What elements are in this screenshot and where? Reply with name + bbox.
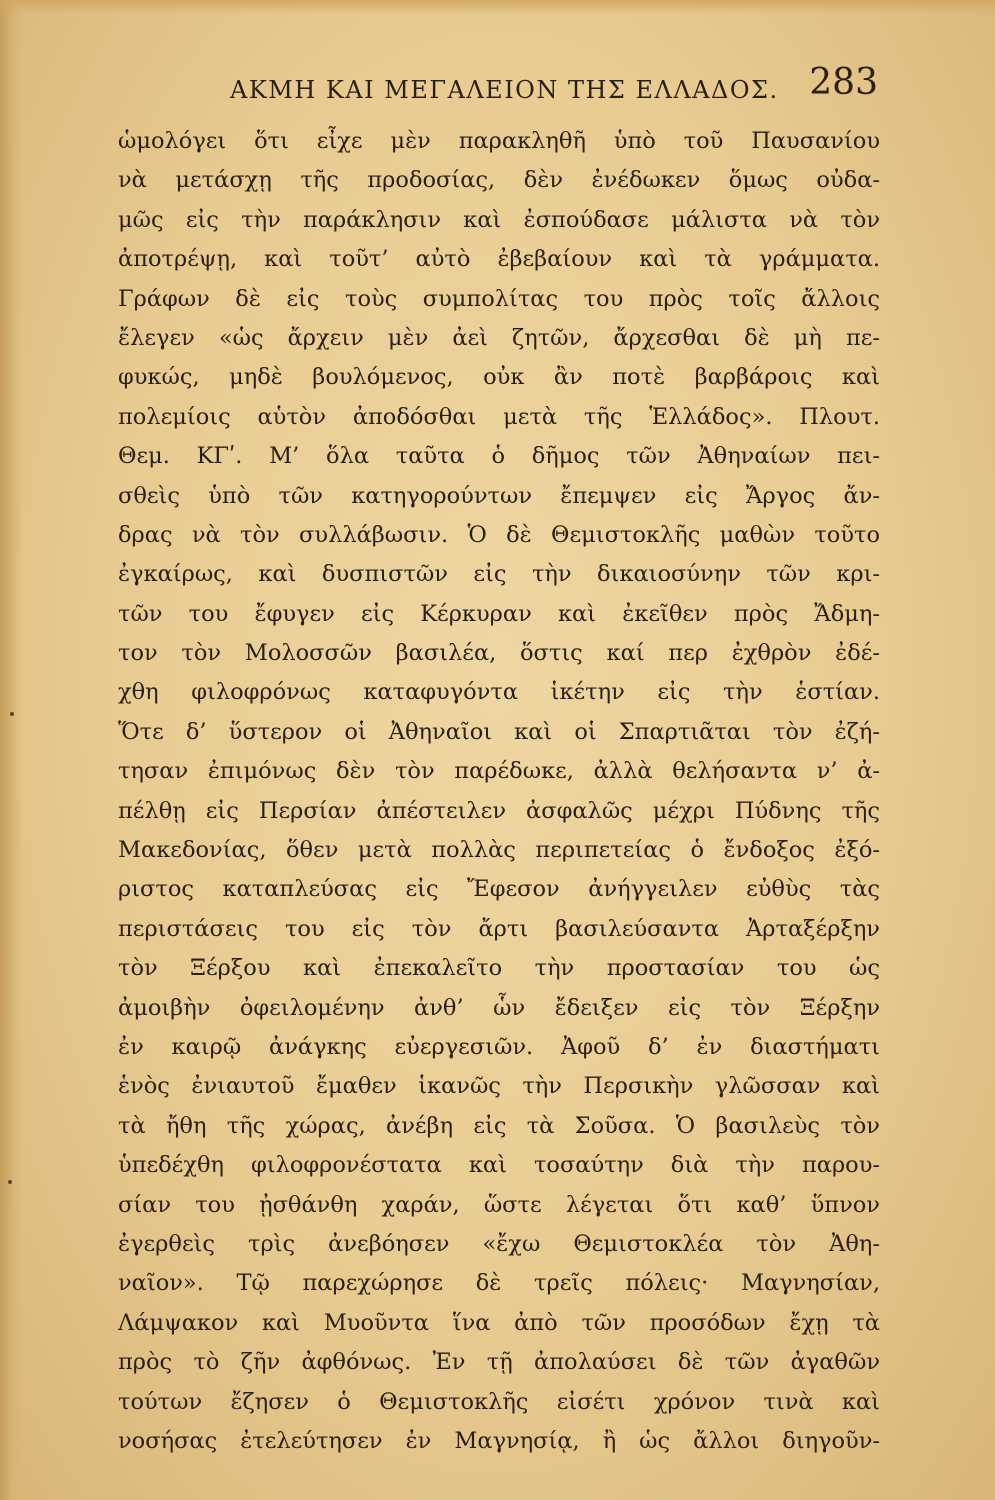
text-line: Ὅτε δ’ ὕστερον οἱ Ἀθηναῖοι καὶ οἱ Σπαρτιᾶται τὸν ἐζή-: [118, 718, 880, 745]
text-line: τὰ ἤθη τῆς χώρας, ἀνέβη εἰς τὰ Σοῦσα. Ὁ βασιλεὺς τὸν: [118, 1112, 880, 1139]
text-line: Μακεδονίας, ὅθεν μετὰ πολλὰς περιπετείας ὁ ἔνδοξος ἐξό-: [118, 837, 880, 864]
text-line: μῶς εἰς τὴν παράκλησιν καὶ ἐσπούδασε μάλιστα νὰ τὸν: [118, 206, 880, 233]
body-text: [118, 122, 880, 1461]
text-line: Θεμ. ΚΓʹ. Μ’ ὅλα ταῦτα ὁ δῆμος τῶν Ἀθηναίων πει-: [118, 443, 880, 470]
text-line: ἀποτρέψῃ, καὶ τοῦτ’ αὐτὸ ἐβεβαίουν καὶ τὰ γράμματα.: [118, 246, 880, 273]
page-top-edge-shadow: [0, 0, 995, 14]
text-line: ὑπεδέχθη φιλοφρονέστατα καὶ τοσαύτην διὰ τὴν παρου-: [118, 1152, 880, 1179]
text-line: φυκώς, μηδὲ βουλόμενος, οὐκ ἂν ποτὲ βαρβάροις καὶ: [118, 364, 880, 391]
text-line: πρὸς τὸ ζῆν ἀφθόνως. Ἐν τῇ ἀπολαύσει δὲ τῶν ἀγαθῶν: [118, 1349, 880, 1376]
margin-ink-speck: [10, 712, 14, 716]
margin-ink-speck: [8, 1180, 12, 1184]
text-line: Λάμψακον καὶ Μυοῦντα ἵνα ἀπὸ τῶν προσόδων ἔχῃ τὰ: [118, 1309, 880, 1336]
text-line: τὸν Ξέρξου καὶ ἐπεκαλεῖτο τὴν προστασίαν του ὡς: [118, 955, 880, 982]
page-number: 283: [809, 62, 878, 103]
text-line: τον τὸν Μολοσσῶν βασιλέα, ὅστις καί περ ἐχθρὸν ἐδέ-: [118, 640, 880, 667]
text-line: ριστος καταπλεύσας εἰς Ἔφεσον ἀνήγγειλεν εὐθὺς τὰς: [118, 876, 880, 903]
running-head: [118, 62, 878, 110]
text-line: ἐγερθεὶς τρὶς ἀνεβόησεν «ἔχω Θεμιστοκλέα τὸν Ἀθη-: [118, 1230, 880, 1257]
text-line: ὡμολόγει ὅτι εἶχε μὲν παρακληθῆ ὑπὸ τοῦ Παυσανίου: [118, 128, 880, 154]
text-line: ἑνὸς ἐνιαυτοῦ ἔμαθεν ἱκανῶς τὴν Περσικὴν γλῶσσαν καὶ: [118, 1073, 880, 1100]
text-line: δρας νὰ τὸν συλλάβωσιν. Ὁ δὲ Θεμιστοκλῆς μαθὼν τοῦτο: [118, 521, 880, 548]
text-line: νὰ μετάσχῃ τῆς προδοσίας, δὲν ἐνέδωκεν ὅμως οὐδα-: [118, 167, 880, 194]
text-line: νοσήσας ἐτελεύτησεν ἐν Μαγνησίᾳ, ἢ ὡς ἄλλοι διηγοῦν-: [118, 1427, 880, 1454]
text-line: Γράφων δὲ εἰς τοὺς συμπολίτας του πρὸς τοῖς ἄλλοις: [118, 285, 880, 312]
text-line: σίαν του ᾐσθάνθη χαράν, ὥστε λέγεται ὅτι καθ’ ὕπνον: [118, 1191, 880, 1218]
text-line: περιστάσεις του εἰς τὸν ἄρτι βασιλεύσαντα Ἀρταξέρξην: [118, 915, 880, 942]
text-line: τῶν του ἔφυγεν εἰς Κέρκυραν καὶ ἐκεῖθεν πρὸς Ἄδμη-: [118, 600, 880, 627]
text-line: σθεὶς ὑπὸ τῶν κατηγορούντων ἔπεμψεν εἰς Ἄργος ἄν-: [118, 482, 880, 509]
text-line: χθη φιλοφρόνως καταφυγόντα ἱκέτην εἰς τὴν ἑστίαν.: [118, 679, 880, 706]
running-title: ΑΚΜΗ ΚΑΙ ΜΕΓΑΛΕΙΟΝ ΤΗΣ ΕΛΛΑΔΟΣ.: [230, 76, 779, 104]
text-line: ἔλεγεν «ὡς ἄρχειν μὲν ἀεὶ ζητῶν, ἄρχεσθαι δὲ μὴ πε-: [118, 324, 880, 351]
text-line: ἀμοιβὴν ὀφειλομένην ἀνθ’ ὧν ἔδειξεν εἰς τὸν Ξέρξην: [118, 994, 880, 1021]
text-line: πολεμίοις αὑτὸν ἀποδόσθαι μετὰ τῆς Ἑλλάδος». Πλουτ.: [118, 403, 880, 430]
text-line: ἐν καιρῷ ἀνάγκης εὐεργεσιῶν. Ἀφοῦ δ’ ἐν διαστήματι: [118, 1033, 880, 1060]
page-left-edge-shadow: [0, 0, 22, 1500]
text-line: τούτων ἔζησεν ὁ Θεμιστοκλῆς εἰσέτι χρόνον τινὰ καὶ: [118, 1388, 880, 1415]
text-line: τησαν ἐπιμόνως δὲν τὸν παρέδωκε, ἀλλὰ θελήσαντα ν’ ἀ-: [118, 758, 880, 785]
text-line: ἐγκαίρως, καὶ δυσπιστῶν εἰς τὴν δικαιοσύνην τῶν κρι-: [118, 561, 880, 588]
text-line: ναῖον». Τῷ παρεχώρησε δὲ τρεῖς πόλεις· Μαγνησίαν,: [118, 1270, 880, 1297]
text-line: πέλθῃ εἰς Περσίαν ἀπέστειλεν ἀσφαλῶς μέχρι Πύδνης τῆς: [118, 797, 880, 824]
